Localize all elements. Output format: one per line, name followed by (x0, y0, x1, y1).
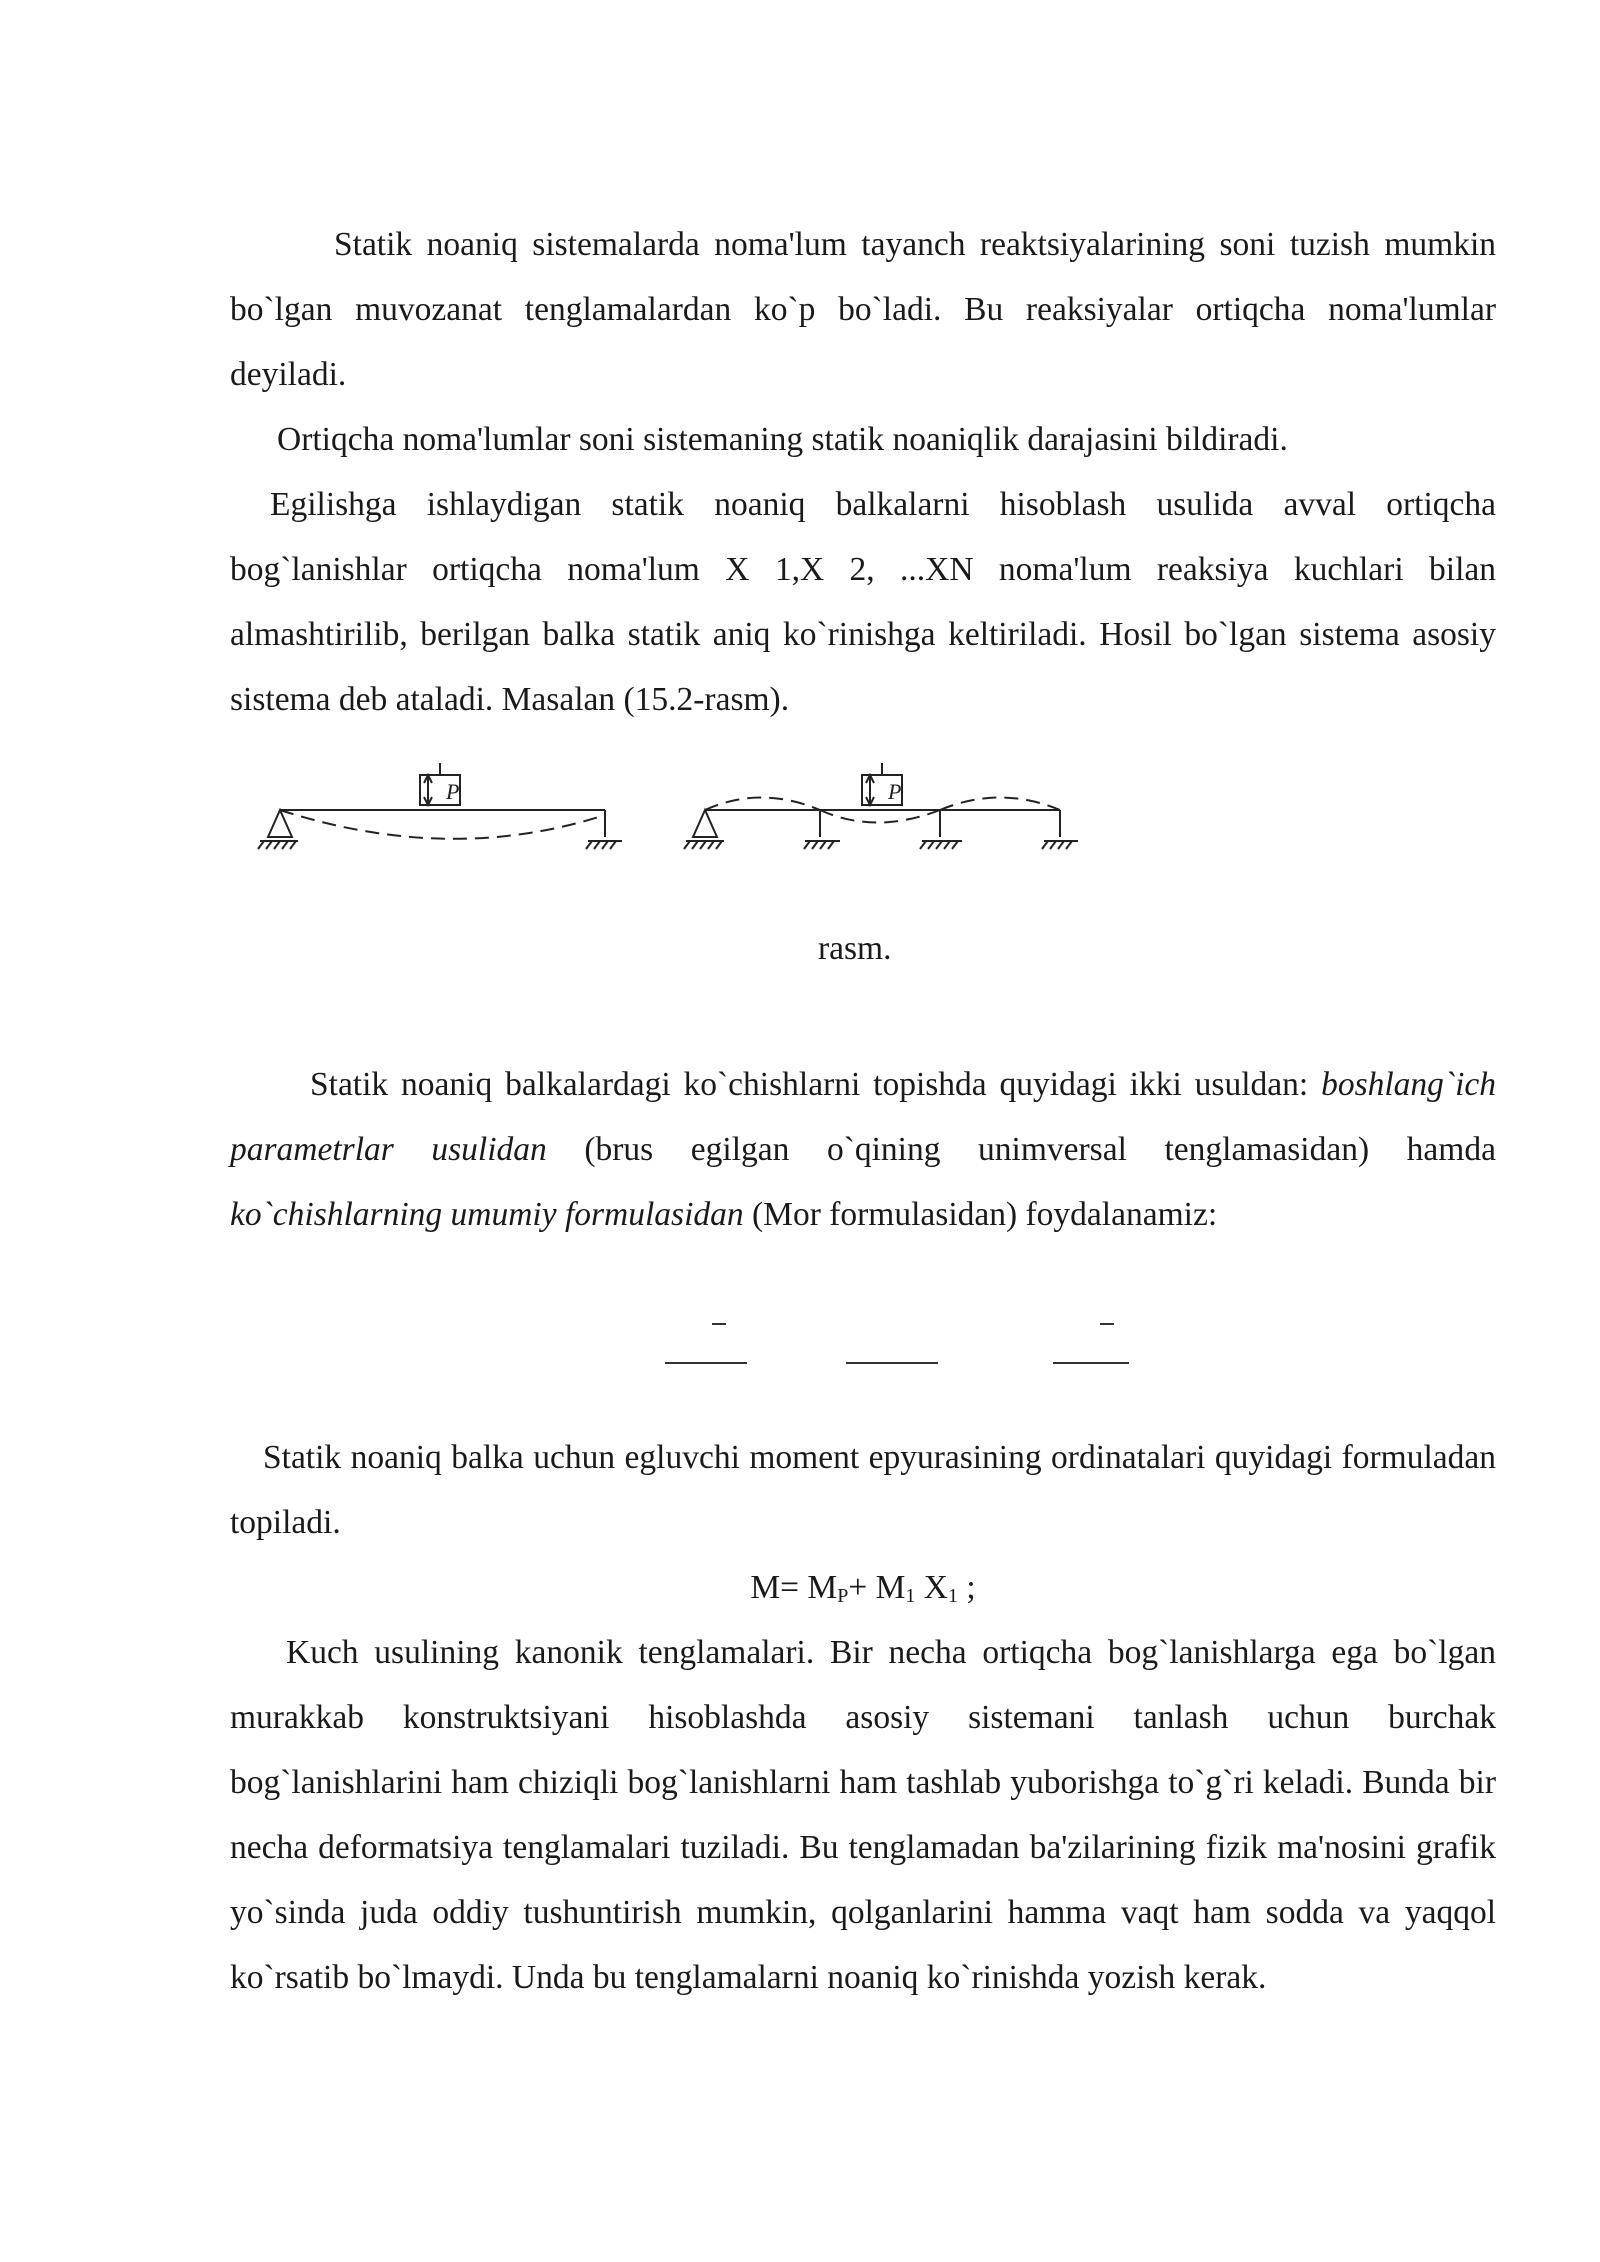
left-deflection-curve (280, 810, 605, 839)
left-beam-diagram (258, 763, 622, 849)
beam-diagram-figure (250, 755, 1090, 905)
right-pin-support-icon (693, 810, 717, 837)
left-load-label: P (446, 779, 460, 804)
italic-method-2: ko`chishlarning umumiy formulasidan (230, 1196, 744, 1233)
paragraph-method: Egilishga ishlaydigan statik noaniq balkalarni hisoblash usulida avval ortiqcha bog`lanishlar ortiqcha noma'lum X 1,X 2, ...XN noma'lum reaksiya kuchlari bilan almashtirilib, berilgan balka statik aniq ko`rinishga keltiriladi. Hosil bo`lgan sistema asosiy sistema deb ataladi. Masalan (15.2-rasm). (230, 486, 1496, 718)
document-page-lower (230, 1052, 1496, 1247)
left-pin-support-icon (268, 810, 292, 837)
moment-equation: $M= M_P+ M_1$ $X_1$ ; (750, 1569, 976, 1607)
right-load-label: P (888, 779, 902, 804)
paragraph-moment: Statik noaniq balka uchun egluvchi moment epyurasining ordinatalari quyidagi formuladan topiladi. (230, 1439, 1496, 1541)
figure-caption: rasm. (818, 930, 892, 967)
paragraph-displacement: Statik noaniq balkalardagi ko`chishlarni topishda quyidagi ikki usuldan: boshlang`ich parametrlar usulidan (brus egilgan o`qining unimversal tenglamasidan) hamda ko`chishlarning umumiy formulasidan (Mor formulasidan) foydalanamiz: (230, 1066, 1496, 1233)
paragraph-canonical: Kuch usulining kanonik tenglamalari. Bir necha ortiqcha bog`lanishlarga ega bo`lgan murakkab konstruktsiyani hisoblashda asosiy sistemani tanlash uchun burchak bog`lanishlarini ham chiziqli bog`lanishlarni ham tashlab yuborishga to`g`ri keladi. Bunda bir necha deformatsiya tenglamalari tuziladi. Bu tenglamadan ba'zilarining fizik ma'nosini grafik yo`sinda juda oddiy tushuntirish mumkin, qolganlarini hamma vaqt ham sodda va yaqqol ko`rsatib bo`lmaydi. Unda bu tenglamalarni noaniq ko`rinishda yozish kerak. (230, 1634, 1496, 1996)
document-page-bottom (230, 1425, 1496, 2010)
formula-placeholder-lines (0, 1310, 1600, 1370)
document-page (230, 212, 1496, 732)
right-beam-diagram (684, 763, 1078, 849)
paragraph-intro: Statik noaniq sistemalarda noma'lum tayanch reaktsiyalarining soni tuzish mumkin bo`lgan muvozanat tenglamalardan ko`p bo`ladi. Bu reaksiyalar ortiqcha noma'lumlar deyiladi. (230, 226, 1496, 393)
paragraph-degree: Ortiqcha noma'lumlar soni sistemaning statik noaniqlik darajasini bildiradi. (277, 421, 1288, 458)
italic-method-1: boshlang`ich parametrlar usulidan (230, 1066, 1496, 1168)
